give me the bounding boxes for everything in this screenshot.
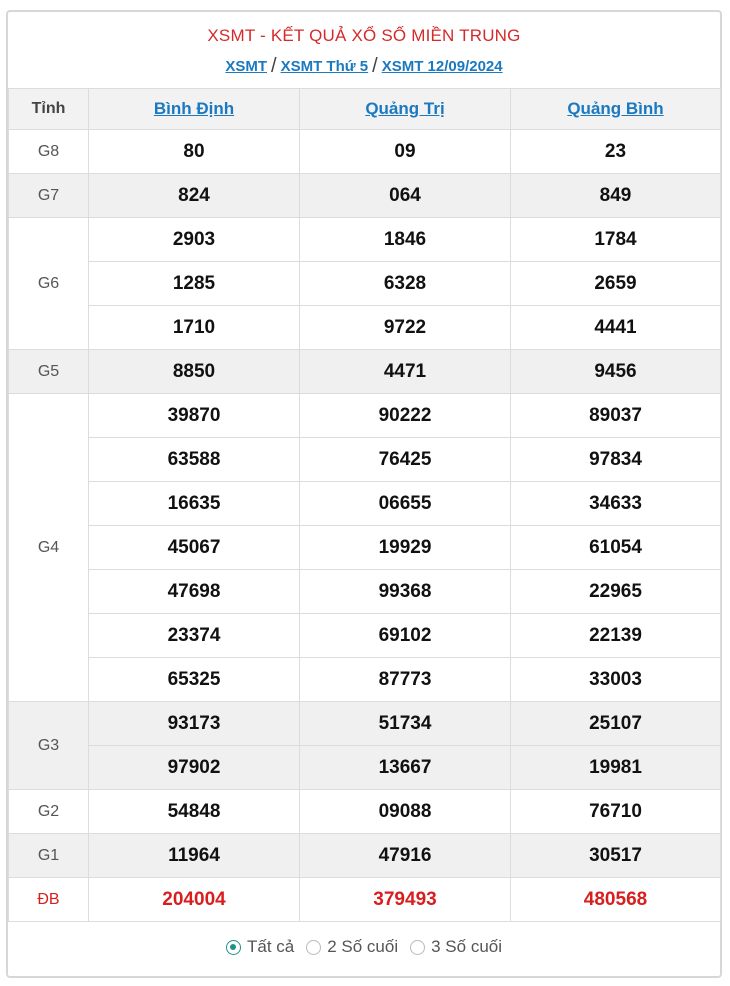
result-number: 11964 (89, 834, 300, 878)
table-row (9, 262, 721, 306)
breadcrumb-link-xsmt[interactable]: XSMT (225, 58, 268, 75)
result-number: 89037 (511, 394, 721, 438)
table-row (9, 790, 721, 834)
result-number: 8850 (89, 350, 300, 394)
table-row (9, 438, 721, 482)
result-number: 47698 (89, 570, 300, 614)
table-row (9, 746, 721, 790)
result-number: 80 (89, 130, 300, 174)
result-number: 30517 (511, 834, 721, 878)
prize-label: ĐB (9, 878, 89, 922)
result-number: 19929 (300, 526, 511, 570)
prize-label: G6 (9, 218, 89, 350)
table-row (9, 658, 721, 702)
prize-label: G5 (9, 350, 89, 394)
result-number: 13667 (300, 746, 511, 790)
result-number: 204004 (89, 878, 300, 922)
breadcrumb (8, 54, 720, 78)
result-number: 33003 (511, 658, 721, 702)
prize-label: G8 (9, 130, 89, 174)
result-number: 90222 (300, 394, 511, 438)
province-link-quang-binh[interactable]: Quảng Bình (567, 99, 664, 118)
table-row (9, 570, 721, 614)
prize-label: G1 (9, 834, 89, 878)
result-number: 06655 (300, 482, 511, 526)
filter-option-label: Tất cả (246, 937, 295, 956)
header (8, 12, 720, 88)
province-link-quang-tri[interactable]: Quảng Trị (365, 99, 445, 118)
result-number: 849 (511, 174, 721, 218)
table-row (9, 394, 721, 438)
result-number: 4441 (511, 306, 721, 350)
radio-selected-icon[interactable] (226, 940, 241, 955)
province-header (89, 89, 300, 130)
result-number: 45067 (89, 526, 300, 570)
result-number: 87773 (300, 658, 511, 702)
results-table (8, 88, 721, 922)
result-number: 4471 (300, 350, 511, 394)
result-number: 22965 (511, 570, 721, 614)
result-number: 16635 (89, 482, 300, 526)
result-number: 6328 (300, 262, 511, 306)
result-number: 09088 (300, 790, 511, 834)
table-row (9, 482, 721, 526)
result-number: 69102 (300, 614, 511, 658)
prize-label: G4 (9, 394, 89, 702)
result-number: 9456 (511, 350, 721, 394)
result-number: 47916 (300, 834, 511, 878)
result-number: 76425 (300, 438, 511, 482)
prize-label: G7 (9, 174, 89, 218)
result-number: 99368 (300, 570, 511, 614)
filter-option-last-2[interactable] (306, 937, 398, 957)
breadcrumb-separator: / (271, 55, 277, 77)
table-row (9, 174, 721, 218)
prize-column-header: Tỉnh (9, 89, 89, 130)
result-number: 22139 (511, 614, 721, 658)
result-number: 19981 (511, 746, 721, 790)
page-title: XSMT - KẾT QUẢ XỔ SỐ MIỀN TRUNG (207, 26, 521, 45)
result-number: 23 (511, 130, 721, 174)
result-number: 65325 (89, 658, 300, 702)
result-number: 61054 (511, 526, 721, 570)
result-number: 379493 (300, 878, 511, 922)
result-number: 824 (89, 174, 300, 218)
breadcrumb-link-date[interactable]: XSMT 12/09/2024 (381, 58, 503, 75)
result-number: 1710 (89, 306, 300, 350)
table-row (9, 130, 721, 174)
result-number: 2659 (511, 262, 721, 306)
result-number: 97902 (89, 746, 300, 790)
result-number: 1784 (511, 218, 721, 262)
province-header (511, 89, 721, 130)
result-number: 39870 (89, 394, 300, 438)
results-card (6, 10, 722, 978)
result-number: 54848 (89, 790, 300, 834)
result-number: 34633 (511, 482, 721, 526)
province-link-binh-dinh[interactable]: Bình Định (153, 99, 235, 118)
prize-label: G3 (9, 702, 89, 790)
table-row (9, 526, 721, 570)
result-number: 63588 (89, 438, 300, 482)
radio-icon[interactable] (306, 940, 321, 955)
result-number: 064 (300, 174, 511, 218)
table-row (9, 834, 721, 878)
result-number: 23374 (89, 614, 300, 658)
table-row (9, 306, 721, 350)
result-number: 51734 (300, 702, 511, 746)
result-number: 1846 (300, 218, 511, 262)
result-number: 480568 (511, 878, 721, 922)
digit-filter (8, 922, 720, 972)
results-body (9, 130, 721, 922)
result-number: 2903 (89, 218, 300, 262)
filter-option-last-3[interactable] (410, 937, 502, 957)
table-row (9, 350, 721, 394)
filter-option-label: 3 Số cuối (431, 937, 503, 956)
result-number: 97834 (511, 438, 721, 482)
result-number: 1285 (89, 262, 300, 306)
radio-icon[interactable] (410, 940, 425, 955)
table-row (9, 218, 721, 262)
result-number: 09 (300, 130, 511, 174)
result-number: 25107 (511, 702, 721, 746)
prize-label: G2 (9, 790, 89, 834)
table-row (9, 702, 721, 746)
filter-option-label: 2 Số cuối (327, 937, 399, 956)
result-number: 76710 (511, 790, 721, 834)
breadcrumb-separator: / (372, 55, 378, 77)
table-header-row (9, 89, 721, 130)
table-row (9, 878, 721, 922)
province-header (300, 89, 511, 130)
result-number: 93173 (89, 702, 300, 746)
breadcrumb-link-thu5[interactable]: XSMT Thứ 5 (280, 58, 369, 75)
table-row (9, 614, 721, 658)
result-number: 9722 (300, 306, 511, 350)
filter-option-all[interactable] (226, 937, 294, 957)
